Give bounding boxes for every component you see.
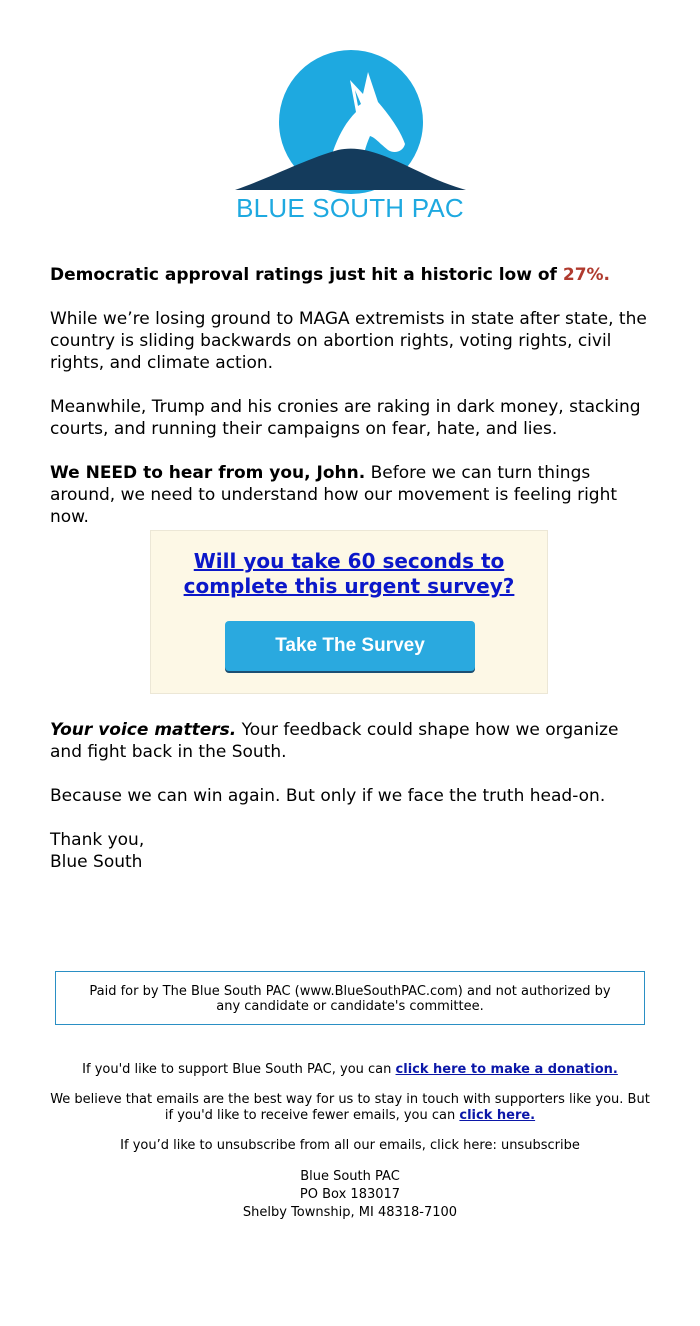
- paragraph-win-again: Because we can win again. But only if we face the truth head-on.: [50, 786, 606, 806]
- voice-matters-rest: Your feedback could shape how we organize and fight back in the South.: [50, 720, 619, 762]
- donation-link[interactable]: click here to make a donation.: [395, 1062, 618, 1077]
- need-to-hear-rest: Before we can turn things around, we need to understand how our movement is feeling right now.: [50, 463, 618, 527]
- paid-for-disclaimer: Paid for by The Blue South PAC (www.BlueSouthPAC.com) and not authorized by any candidate or candidate's committee.: [55, 971, 645, 1025]
- email-footer: [50, 1062, 650, 1236]
- paragraph-dark-money: Meanwhile, Trump and his cronies are raking in dark money, stacking courts, and running their campaigns on fear, hate, and lies.: [50, 397, 641, 439]
- fewer-emails-link[interactable]: click here.: [459, 1108, 536, 1123]
- address-name: Blue South PAC: [300, 1169, 400, 1184]
- fewer-emails-line: [50, 1092, 650, 1124]
- voice-matters-bold: Your voice matters.: [50, 720, 237, 740]
- address-box: PO Box 183017: [299, 1187, 401, 1202]
- headline-text: Democratic approval ratings just hit a historic low of: [50, 265, 563, 285]
- thank-you: Thank you,: [50, 830, 145, 850]
- paragraph-voice-matters: [50, 719, 650, 763]
- email-body: [50, 264, 650, 550]
- support-text: If you'd like to support Blue South PAC, you can: [82, 1062, 396, 1077]
- donkey-on-hill-icon: [230, 50, 470, 195]
- mailing-address: [50, 1168, 650, 1222]
- support-line: [50, 1062, 650, 1078]
- email-closing: [50, 719, 650, 895]
- take-survey-button[interactable]: Take The Survey: [225, 621, 475, 671]
- address-city: Shelby Township, MI 48318-7100: [242, 1205, 458, 1220]
- survey-callout-box: [150, 530, 548, 694]
- paragraph-losing-ground: While we’re losing ground to MAGA extremists in state after state, the country is sliding backwards on abortion rights, voting rights, civil rights, and climate action.: [50, 309, 647, 373]
- paragraph-need-to-hear: [50, 462, 650, 528]
- blue-south-pac-logo: [230, 50, 470, 230]
- need-to-hear-bold: We NEED to hear from you, John.: [50, 463, 366, 483]
- headline-percent: 27%.: [562, 265, 611, 285]
- survey-link[interactable]: Will you take 60 seconds to complete this urgent survey?: [183, 549, 515, 598]
- headline: [50, 264, 650, 286]
- logo-text: BLUE SOUTH PAC: [236, 193, 464, 223]
- signoff: [50, 829, 650, 873]
- fewer-emails-text: We believe that emails are the best way for us to stay in touch with supporters like you. But if you'd like to receive fewer emails, you can: [50, 1092, 650, 1123]
- unsubscribe-line[interactable]: If you’d like to unsubscribe from all our emails, click here: unsubscribe: [120, 1138, 580, 1153]
- signature: Blue South: [50, 852, 143, 872]
